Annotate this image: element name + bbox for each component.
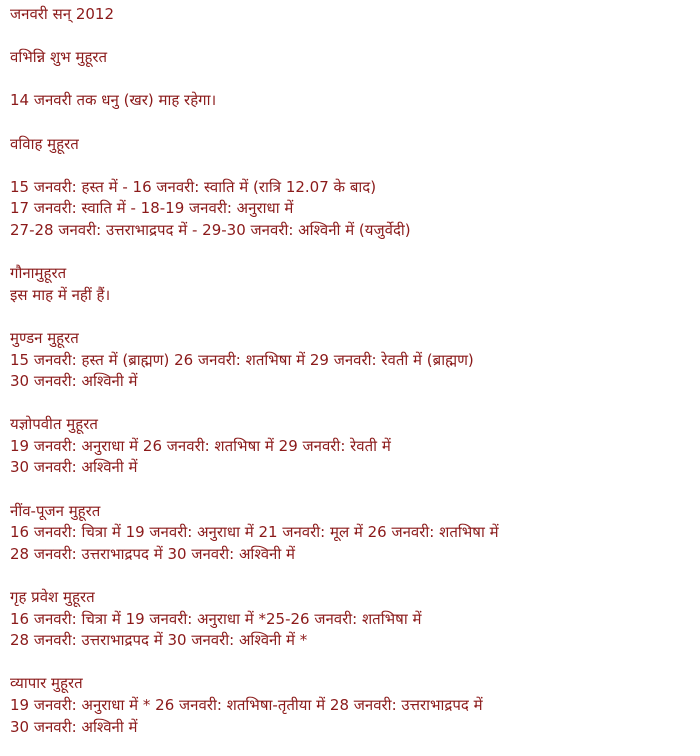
gauna-line: इस माह में नहीं हैं। bbox=[10, 285, 111, 304]
document-body bbox=[10, 4, 694, 738]
neev-poojan-line: 28 जनवरी: उत्तराभाद्रपद में 30 जनवरी: अश्विनी में bbox=[10, 544, 295, 563]
vivah-line: 15 जनवरी: हस्त में - 16 जनवरी: स्वाति में (रात्रि 12.07 के बाद) bbox=[10, 177, 377, 196]
section-heading-vyapar: व्यापार मुहूरत bbox=[10, 674, 83, 693]
section-heading-vivah: ववािह मुहूरत bbox=[10, 134, 79, 153]
yagyopavit-line: 30 जनवरी: अश्विनी में bbox=[10, 458, 138, 477]
document-subtitle: वभिन्नि शुभ मुहूरत bbox=[10, 48, 108, 67]
neev-poojan-line: 16 जनवरी: चित्रा में 19 जनवरी: अनुराधा में 21 जनवरी: मूल में 26 जनवरी: शतभिषा में bbox=[10, 523, 499, 542]
spacer bbox=[10, 242, 694, 264]
section-heading-gauna: गौनामुहूरत bbox=[10, 264, 67, 283]
vyapar-line: 19 जनवरी: अनुराधा में * 26 जनवरी: शतभिषा-तृतीया में 28 जनवरी: उत्तराभाद्रपद में bbox=[10, 696, 483, 714]
griha-pravesh-line: 16 जनवरी: चित्रा में 19 जनवरी: अनुराधा में *25-26 जनवरी: शतभिषा में bbox=[10, 609, 422, 628]
yagyopavit-line: 19 जनवरी: अनुराधा में 26 जनवरी: शतभिषा में 29 जनवरी: रेवती में bbox=[10, 436, 391, 455]
spacer bbox=[10, 112, 694, 134]
spacer bbox=[10, 393, 694, 415]
vivah-line: 27-28 जनवरी: उत्तराभाद्रपद में - 29-30 जनवरी: अश्विनी में (यजुर्वेदी) bbox=[10, 220, 411, 239]
section-heading-neev-poojan: नींव-पूजन मुहूरत bbox=[10, 501, 101, 520]
section-heading-yagyopavit: यज्ञोपवीत मुहूरत bbox=[10, 415, 98, 434]
document-title: जनवरी सन् 2012 bbox=[10, 5, 114, 23]
spacer bbox=[10, 479, 694, 501]
section-heading-griha-pravesh: गृह प्रवेश मुहूरत bbox=[10, 588, 95, 607]
intro-note: 14 जनवरी तक धनु (खर) माह रहेगा। bbox=[10, 91, 217, 110]
spacer bbox=[10, 69, 694, 91]
vyapar-line: 30 जनवरी: अश्विनी में bbox=[10, 717, 138, 736]
spacer bbox=[10, 565, 694, 587]
spacer bbox=[10, 26, 694, 48]
vivah-line: 17 जनवरी: स्वाति में - 18-19 जनवरी: अनुराधा में bbox=[10, 199, 294, 218]
mundan-line: 30 जनवरी: अश्विनी में bbox=[10, 372, 138, 391]
mundan-line: 15 जनवरी: हस्त में (ब्राह्मण) 26 जनवरी: शतभिषा में 29 जनवरी: रेवती में (ब्राह्मण) bbox=[10, 350, 474, 369]
spacer bbox=[10, 306, 694, 328]
spacer bbox=[10, 155, 694, 177]
spacer bbox=[10, 652, 694, 674]
section-heading-mundan: मुण्डन मुहूरत bbox=[10, 328, 79, 347]
griha-pravesh-line: 28 जनवरी: उत्तराभाद्रपद में 30 जनवरी: अश्विनी में * bbox=[10, 631, 308, 650]
